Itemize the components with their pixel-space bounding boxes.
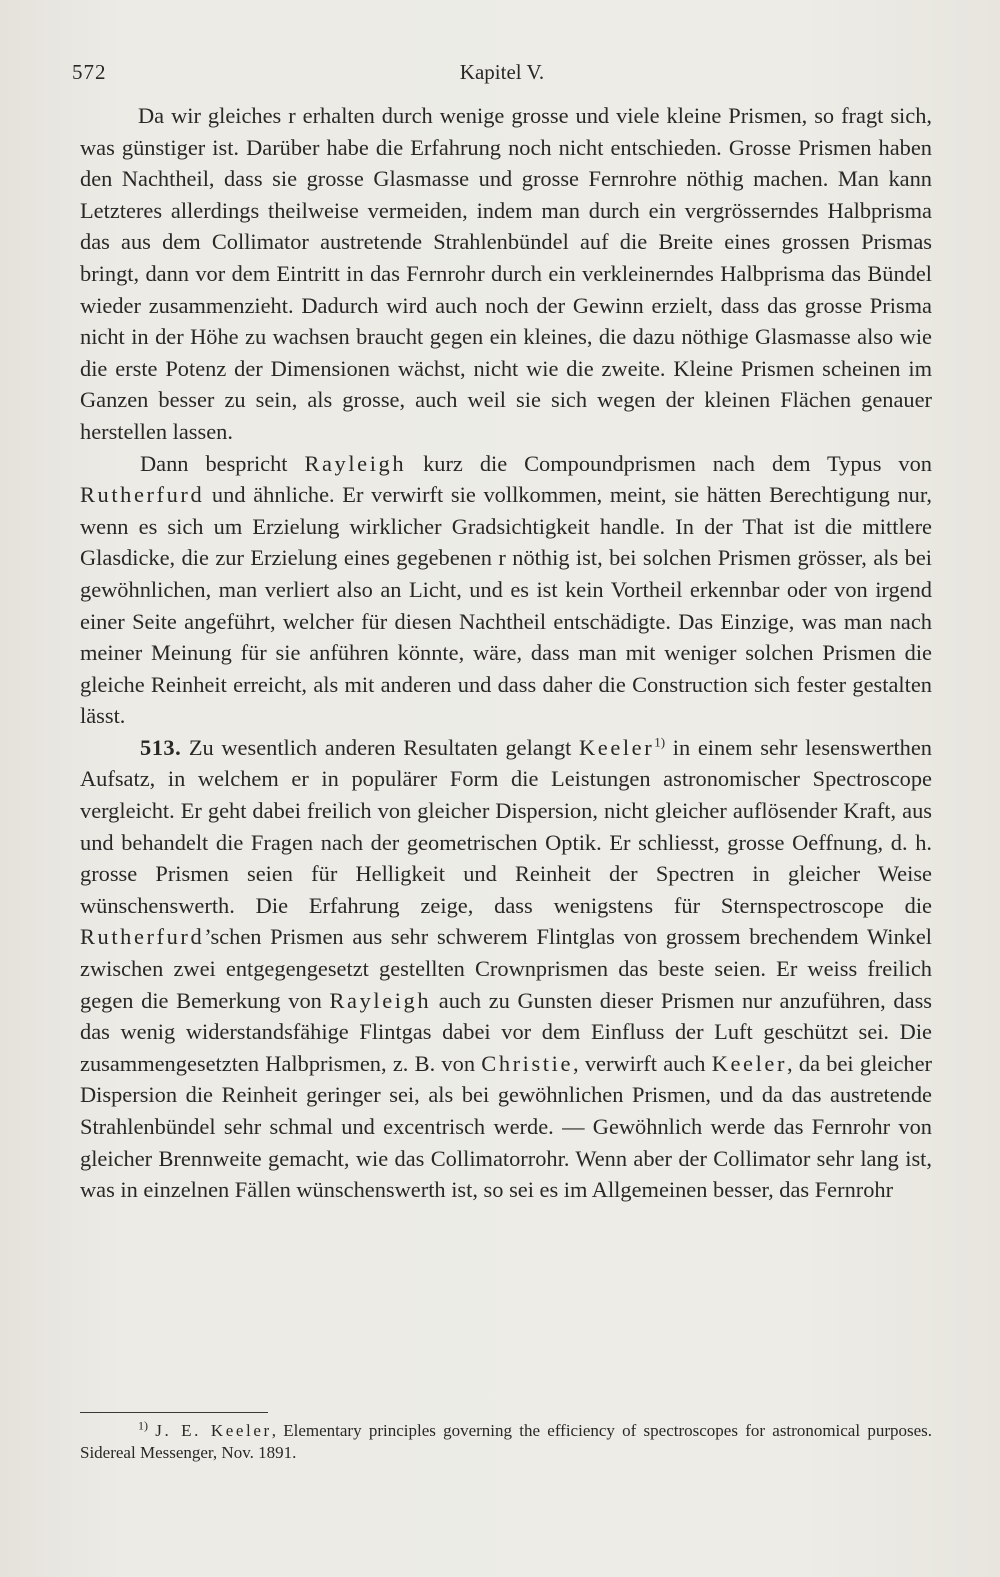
paragraph-2-text-1: Dann bespricht	[140, 450, 305, 476]
page-header	[72, 60, 932, 90]
section-513-text-1: Zu wesentlich anderen Resultaten gelangt	[181, 734, 580, 760]
footnote-author: J. E. Keeler	[155, 1421, 272, 1440]
author-name-rutherfurd: Rutherfurd	[80, 482, 205, 508]
section-number: 513.	[140, 734, 182, 760]
paragraph-2	[80, 448, 932, 732]
author-name-keeler: Keeler	[579, 734, 655, 760]
footnote-entry	[80, 1420, 932, 1464]
footnote	[80, 1420, 932, 1464]
footnote-reference[interactable]: 1)	[654, 734, 666, 750]
body-text	[80, 100, 932, 1206]
section-513-text-4: auch zu Gunsten dieser Prismen nur anzuführen, dass das wenig widerstandsfähige Flintgas dabei vor dem Einfluss der Luft geschützt sei. Die zusammengesetzten Halbprismen, z. B. von	[80, 987, 932, 1076]
footnote-divider	[80, 1412, 268, 1413]
paragraph-1: Da wir gleiches r erhalten durch wenige grosse und viele kleine Prismen, so fragt sich, was günstiger ist. Darüber habe die Erfahrung noch nicht entschieden. Grosse Prismen haben den Nachtheil, dass sie grosse Glasmasse und grosse Fernrohre nöthig machen. Man kann Letzteres allerdings theilweise vermeiden, indem man durch ein vergrösserndes Halbprisma das aus dem Collimator austretende Strahlenbündel auf die Breite eines grossen Prismas bringt, dann vor dem Eintritt in das Fernrohr durch ein verkleinerndes Halbprisma das Bündel wieder zusammenzieht. Dadurch wird auch noch der Gewinn erzielt, dass das grosse Prisma nicht in der Höhe zu wachsen braucht gegen ein kleines, die dazu nöthige Glasmasse also wie die erste Potenz der Dimensionen wächst, nicht wie die zweite. Kleine Prismen scheinen im Ganzen besser zu sein, als grosse, auch weil sie sich wegen der kleinen Flächen genauer herstellen lassen.	[80, 103, 932, 444]
running-head: Kapitel V.	[459, 60, 545, 84]
section-513-text-2: in einem sehr lesenswerthen Aufsatz, in welchem er in populärer Form die Leistungen astronomischer Spectroscope vergleicht. Er geht dabei freilich von gleicher Dispersion, nicht gleicher auflösender Kraft, aus und behandelt die Fragen nach der geometrischen Optik. Er schliesst, grosse Oeffnung, d. h. grosse Prismen seien für Helligkeit und Reinheit der Spectren in gleicher Weise wünschenswerth. Die Erfahrung zeige, dass wenigstens für Sternspectroscope die	[80, 734, 933, 918]
paragraph-2-text-2: kurz die Compoundprismen nach dem Typus von	[406, 450, 932, 476]
section-513-text-5: , verwirft auch	[572, 1050, 712, 1076]
author-name-rutherfurd-2: Rutherfurd	[80, 924, 205, 950]
section-513-text-3: ’schen Prismen aus sehr schwerem Flintglas von grossem brechendem Winkel zwischen zwei entgegengesetzt gestellten Crownprismen das beste seien. Er weiss freilich gegen die Bemerkung von	[80, 924, 932, 1013]
section-513	[80, 732, 932, 1206]
author-name-keeler-2: Keeler	[711, 1050, 788, 1076]
author-name-christie: Christie	[481, 1050, 573, 1076]
author-name-rayleigh: Rayleigh	[304, 450, 407, 476]
paragraph-2-text-3: und ähnliche. Er verwirft sie vollkommen, meint, sie hätten Berechtigung nur, wenn es sich um Erzielung wirklicher Gradsichtigkeit handle. In der That ist die mittlere Glasdicke, die zur Erzielung eines gegebenen r nöthig ist, bei solchen Prismen grösser, als bei gewöhnlichen, man verliert also an Licht, und es ist kein Vortheil erkennbar oder von irgend einer Seite angeführt, welcher für diesen Nachtheil entschädigte. Das Einzige, was man nach meiner Meinung für sie anführen könnte, wäre, dass man mit weniger solchen Prismen die gleiche Reinheit erreicht, als mit anderen und dass daher die Construction sich fester gestalten lässt.	[80, 482, 932, 729]
page-number: 572	[72, 60, 107, 84]
section-513-text-6: , da bei gleicher Dispersion die Reinheit geringer sei, als bei gewöhnlichen Prismen, und da das austretende Strahlenbündel sehr schmal und excentrisch werde. — Gewöhnlich werde das Fernrohr von gleicher Brennweite gemacht, wie das Collimatorrohr. Wenn aber der Collimator sehr lang ist, was in einzelnen Fällen wünschenswerth ist, so sei es im Allgemeinen besser, das Fernrohr	[80, 1050, 932, 1203]
footnote-number: 1)	[138, 1418, 148, 1433]
author-name-rayleigh-2: Rayleigh	[329, 987, 432, 1013]
footnote-text: , Elementary principles governing the efficiency of spectroscopes for astronomical purposes. Sidereal Messenger, Nov. 1891.	[80, 1421, 933, 1462]
